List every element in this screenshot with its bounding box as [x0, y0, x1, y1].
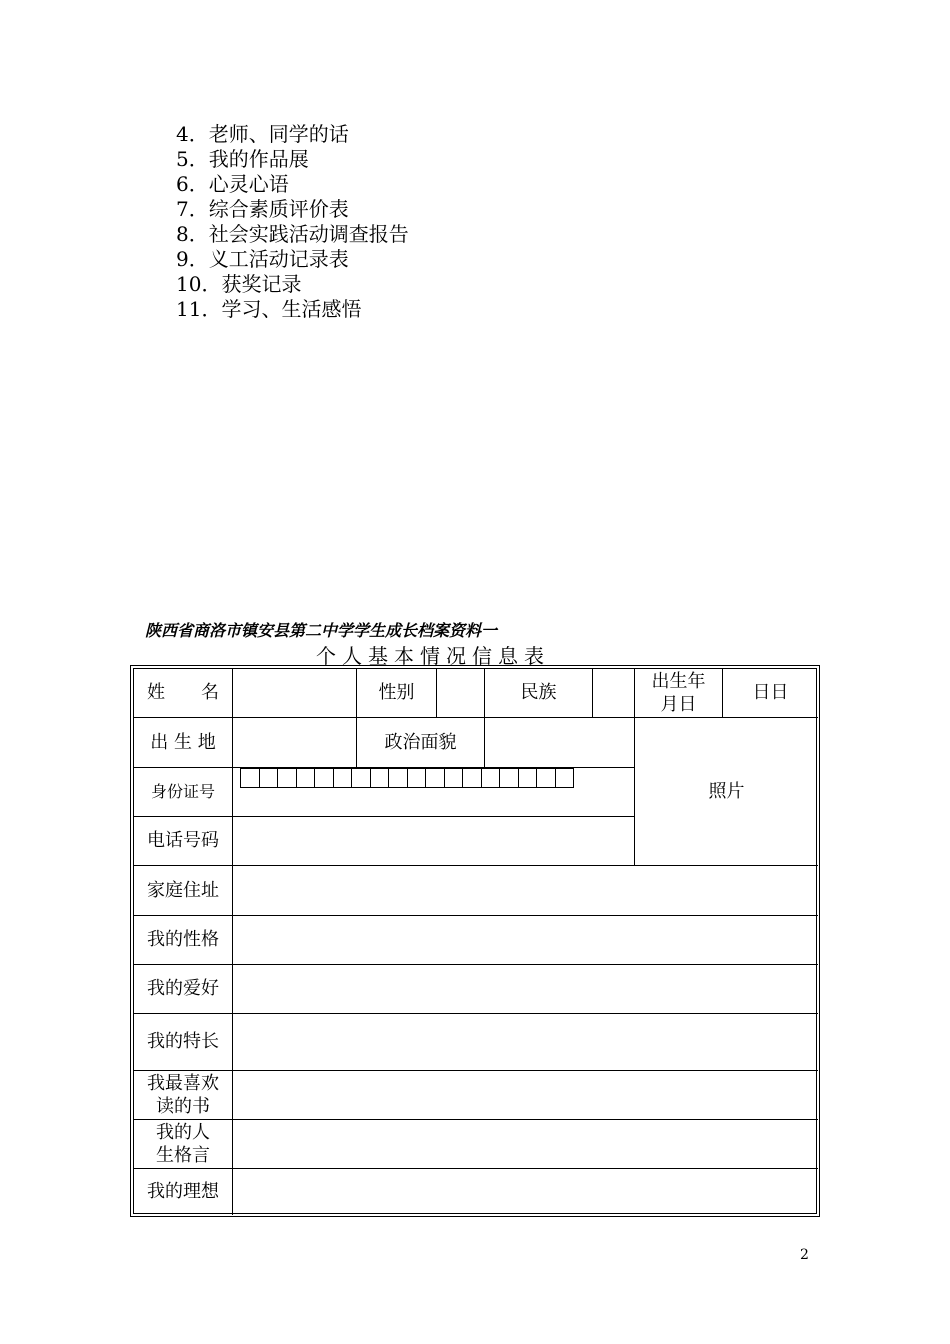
photo-cell: 照片	[635, 718, 818, 866]
birthplace-label: 出 生 地	[134, 718, 233, 768]
birth-date-label	[635, 669, 723, 718]
id-digit-box[interactable]	[351, 768, 371, 788]
toc-list	[176, 122, 409, 322]
birthplace-field[interactable]	[233, 718, 357, 768]
toc-item: 7．综合素质评价表	[176, 197, 349, 221]
gender-field[interactable]	[437, 669, 485, 718]
motto-field[interactable]	[233, 1120, 818, 1169]
ideal-label: 我的理想	[134, 1169, 233, 1215]
id-digit-box[interactable]	[444, 768, 464, 788]
id-number-field[interactable]	[233, 768, 635, 817]
birth-date-label-line2: 月日	[660, 694, 697, 715]
ideal-field[interactable]	[233, 1169, 818, 1215]
address-label: 家庭住址	[134, 866, 233, 916]
id-digit-box[interactable]	[370, 768, 390, 788]
id-digit-box[interactable]	[518, 768, 538, 788]
id-digit-box[interactable]	[277, 768, 297, 788]
id-digit-box[interactable]	[333, 768, 353, 788]
toc-item: 6．心灵心语	[176, 172, 289, 196]
politics-label: 政治面貌	[357, 718, 485, 768]
id-digit-box[interactable]	[481, 768, 501, 788]
id-digit-box[interactable]	[388, 768, 408, 788]
id-digit-box[interactable]	[240, 768, 260, 788]
birth-date-field[interactable]: 日日	[723, 669, 818, 718]
phone-label: 电话号码	[134, 817, 233, 866]
id-digit-box[interactable]	[259, 768, 279, 788]
info-form	[130, 665, 820, 1217]
address-field[interactable]	[233, 866, 818, 916]
toc-item: 5．我的作品展	[176, 147, 309, 171]
page-number: 2	[800, 1247, 809, 1263]
name-label: 姓 名	[134, 669, 233, 718]
id-digit-box[interactable]	[296, 768, 316, 788]
phone-field[interactable]	[233, 817, 635, 866]
gender-label: 性别	[357, 669, 437, 718]
politics-field[interactable]	[485, 718, 635, 768]
toc-item: 10．获奖记录	[176, 272, 302, 296]
specialty-field[interactable]	[233, 1014, 818, 1071]
id-digit-box[interactable]	[499, 768, 519, 788]
motto-label-line2: 生格言	[156, 1145, 210, 1166]
id-digit-box[interactable]	[555, 768, 575, 788]
name-field[interactable]	[233, 669, 357, 718]
form-frame	[133, 668, 817, 1214]
favorite-book-label	[134, 1071, 233, 1120]
toc-item: 9．义工活动记录表	[176, 247, 349, 271]
ethnicity-label: 民族	[485, 669, 593, 718]
hobby-label: 我的爱好	[134, 965, 233, 1014]
toc-item: 4．老师、同学的话	[176, 122, 349, 146]
id-number-label: 身份证号	[134, 768, 233, 817]
table-title: 个人基本情况信息表	[316, 644, 550, 668]
id-digit-box[interactable]	[462, 768, 482, 788]
id-digit-boxes	[240, 768, 573, 788]
ethnicity-field[interactable]	[593, 669, 635, 718]
specialty-label: 我的特长	[134, 1014, 233, 1071]
toc-item: 8．社会实践活动调查报告	[176, 222, 409, 246]
favorite-book-label-line1: 我最喜欢	[147, 1073, 219, 1094]
birth-date-label-line1: 出生年	[651, 671, 706, 692]
document-subtitle: 陕西省商洛市镇安县第二中学学生成长档案资料一	[145, 621, 498, 640]
personality-label: 我的性格	[134, 916, 233, 965]
favorite-book-label-line2: 读的书	[156, 1096, 210, 1117]
hobby-field[interactable]	[233, 965, 818, 1014]
id-digit-box[interactable]	[407, 768, 427, 788]
id-digit-box[interactable]	[536, 768, 556, 788]
motto-label-line1: 我的人	[156, 1122, 210, 1143]
id-digit-box[interactable]	[314, 768, 334, 788]
personality-field[interactable]	[233, 916, 818, 965]
id-digit-box[interactable]	[425, 768, 445, 788]
toc-item: 11．学习、生活感悟	[176, 297, 362, 321]
motto-label	[134, 1120, 233, 1169]
favorite-book-field[interactable]	[233, 1071, 818, 1120]
